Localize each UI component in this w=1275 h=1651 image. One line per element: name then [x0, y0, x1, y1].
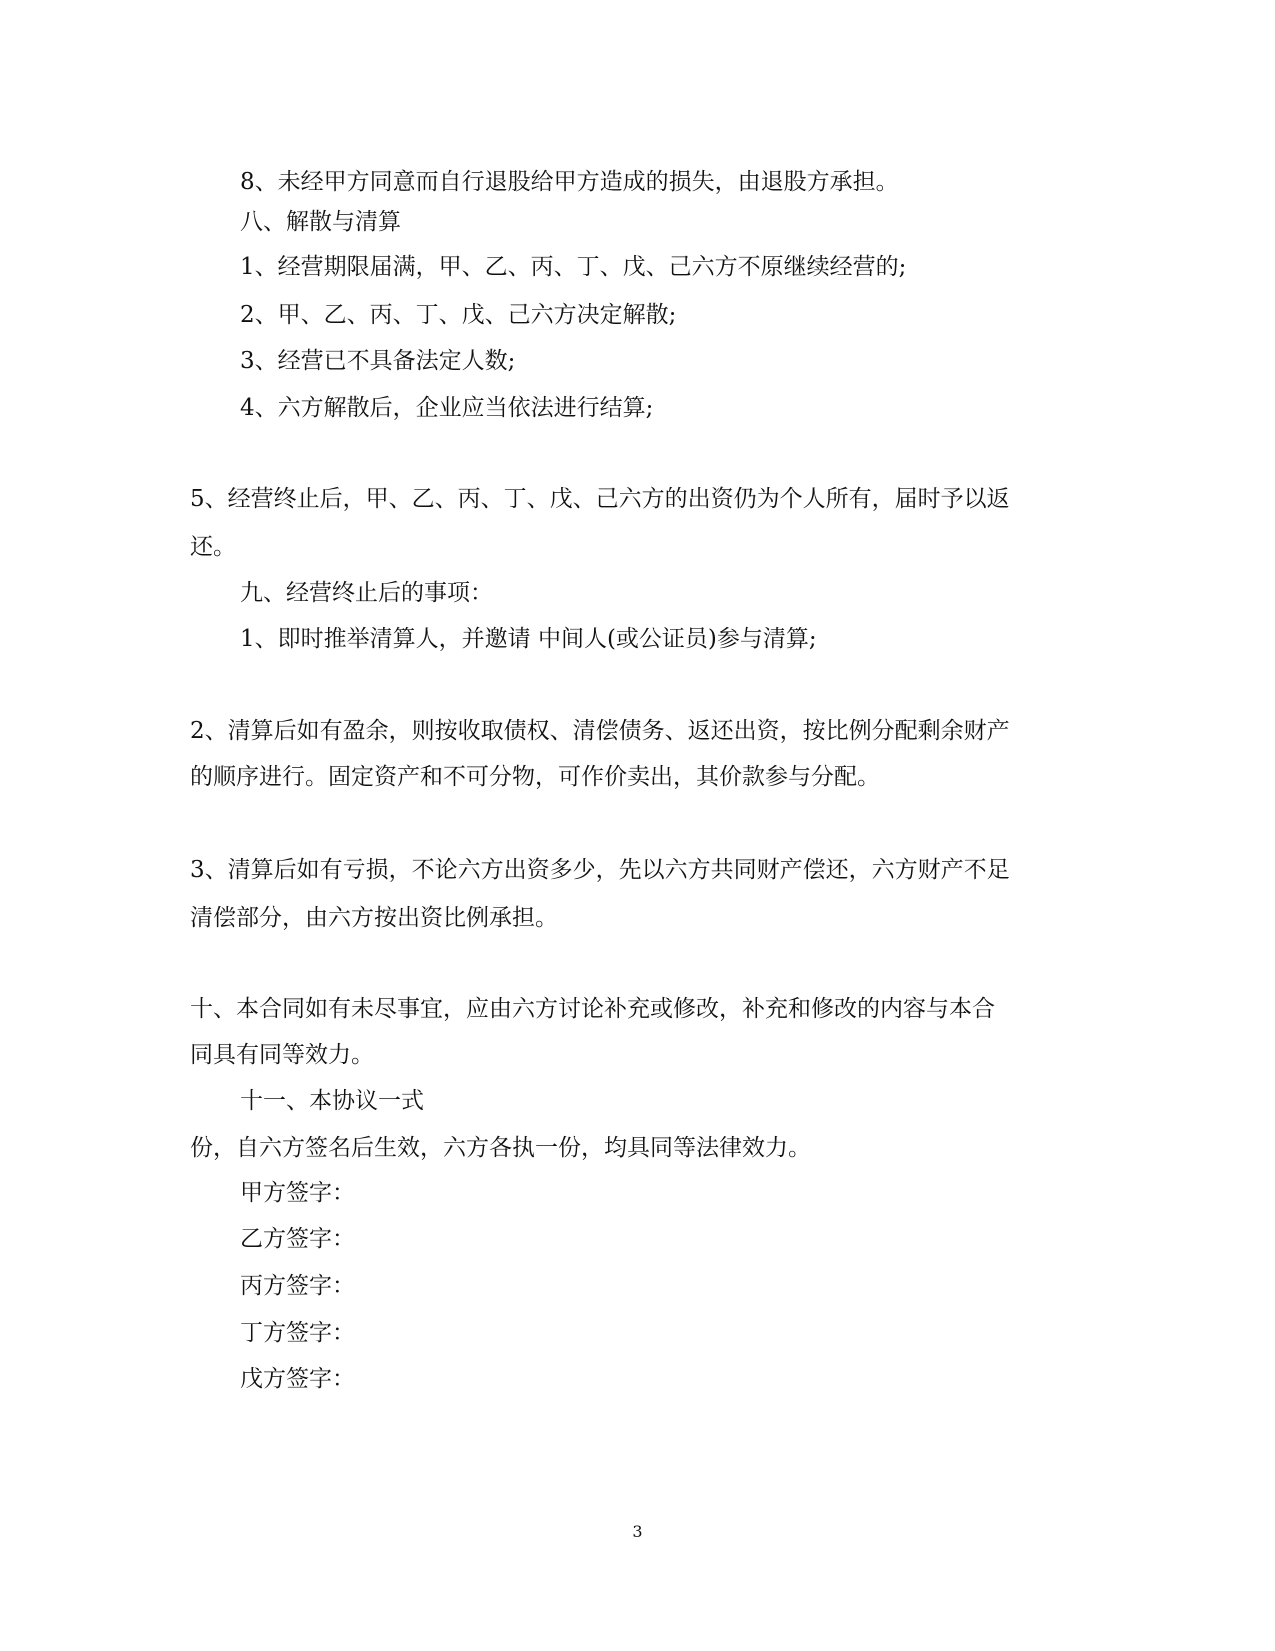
section-10-line-2: 同具有同等效力。: [190, 1042, 374, 1068]
post-termination-item-3-line-1: 3、清算后如有亏损，不论六方出资多少，先以六方共同财产偿还，六方财产不足: [190, 857, 1010, 883]
post-termination-item-2-line-1: 2、清算后如有盈余，则按收取债权、清偿债务、返还出资，按比例分配剩余财产: [190, 718, 1010, 744]
signature-party-b: 乙方签字：: [240, 1226, 355, 1252]
section-11-line-1: 十一、本协议一式: [240, 1088, 424, 1114]
dissolution-item-5-line-2: 还。: [190, 534, 236, 560]
post-termination-item-1: 1、即时推举清算人，并邀请 中间人(或公证员)参与清算;: [240, 626, 817, 652]
signature-party-c: 丙方签字：: [240, 1273, 355, 1299]
page-number: 3: [632, 1522, 643, 1541]
section-8-heading: 八、解散与清算: [240, 209, 401, 235]
section-10-line-1: 十、本合同如有未尽事宜，应由六方讨论补充或修改，补充和修改的内容与本合: [190, 996, 995, 1022]
signature-party-d: 丁方签字：: [240, 1320, 355, 1346]
signature-party-e: 戊方签字：: [240, 1366, 355, 1392]
dissolution-item-2: 2、甲、乙、丙、丁、戊、己六方决定解散;: [240, 302, 677, 328]
dissolution-item-3: 3、经营已不具备法定人数;: [240, 348, 516, 374]
dissolution-item-4: 4、六方解散后，企业应当依法进行结算;: [240, 395, 654, 421]
section-9-heading: 九、经营终止后的事项：: [240, 580, 493, 606]
section-11-line-2: 份，自六方签名后生效，六方各执一份，均具同等法律效力。: [190, 1135, 811, 1161]
signature-party-a: 甲方签字：: [240, 1180, 355, 1206]
post-termination-item-3-line-2: 清偿部分，由六方按出资比例承担。: [190, 905, 558, 931]
post-termination-item-2-line-2: 的顺序进行。固定资产和不可分物，可作价卖出，其价款参与分配。: [190, 764, 880, 790]
dissolution-item-5-line-1: 5、经营终止后，甲、乙、丙、丁、戊、己六方的出资仍为个人所有，届时予以返: [190, 486, 1010, 512]
dissolution-item-1: 1、经营期限届满，甲、乙、丙、丁、戊、己六方不原继续经营的;: [240, 254, 907, 280]
clause-8-withdrawal-loss: 8、未经甲方同意而自行退股给甲方造成的损失，由退股方承担。: [240, 169, 899, 195]
